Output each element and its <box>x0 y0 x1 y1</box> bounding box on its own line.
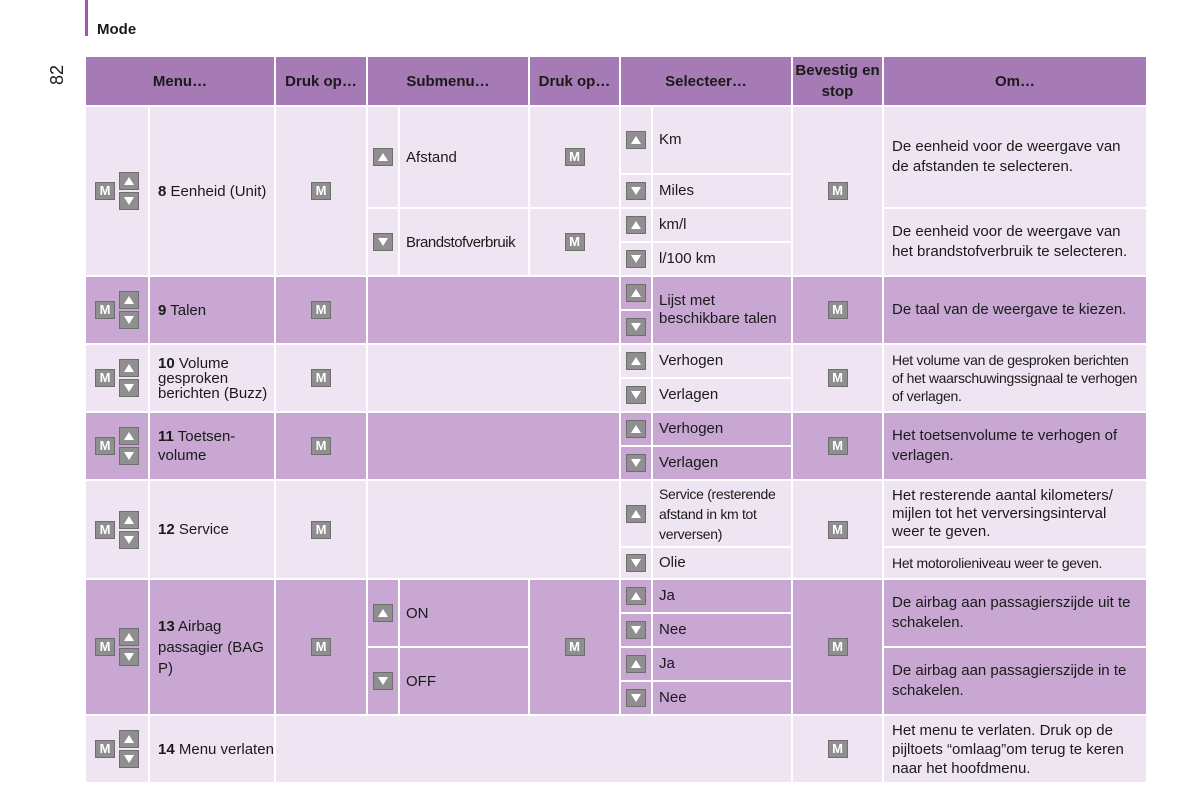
section-title: Mode <box>97 21 137 38</box>
menu-item <box>150 107 274 275</box>
sel-arrow-cell <box>621 481 651 546</box>
arrow-up-icon <box>626 284 646 302</box>
select-option: Verlagen <box>653 379 791 411</box>
header-select: Selecteer… <box>621 57 791 105</box>
press-cell <box>276 277 366 343</box>
description: Het resterende aantal kilometers/ mijlen tot het verversingsinterval weer te geven. <box>884 481 1146 546</box>
arrow-up-icon <box>626 655 646 673</box>
menu-item <box>150 580 274 714</box>
menu-number: 14 <box>158 740 175 758</box>
arrow-up-icon <box>119 359 139 377</box>
sel-arrow-cell <box>621 311 651 343</box>
confirm-cell <box>793 716 882 782</box>
select-option: Nee <box>653 682 791 714</box>
arrow-up-icon <box>119 427 139 445</box>
sel-arrow-cell <box>621 107 651 173</box>
m-button-icon: M <box>95 301 115 319</box>
press-cell <box>276 580 366 714</box>
arrow-up-icon <box>626 216 646 234</box>
menu-number: 11 <box>158 428 174 445</box>
description: Het motorolieniveau weer te geven. <box>884 548 1146 578</box>
m-button-icon: M <box>565 233 585 251</box>
description: Het menu te verlaten. Druk op de pijltoets “omlaag”om terug te keren naar het hoofdmenu. <box>884 716 1146 782</box>
select-option: Miles <box>653 175 791 207</box>
m-button-icon: M <box>565 148 585 166</box>
menu-label: Volume gesproken berichten (Buzz) <box>158 354 268 402</box>
sub-arrow-cell <box>368 580 398 646</box>
empty-cell <box>368 481 619 578</box>
select-option: km/l <box>653 209 791 241</box>
arrow-down-icon <box>119 648 139 666</box>
sel-arrow-cell <box>621 580 651 612</box>
arrow-up-icon <box>119 291 139 309</box>
arrow-down-icon <box>119 750 139 768</box>
menu-item <box>150 716 274 782</box>
arrow-down-icon <box>626 689 646 707</box>
menu-label: Airbag passagier (BAG P) <box>158 617 264 677</box>
m-button-icon: M <box>95 521 115 539</box>
select-option: Ja <box>653 580 791 612</box>
sel-arrow-cell <box>621 413 651 445</box>
arrow-down-icon <box>119 447 139 465</box>
m-button-icon: M <box>311 369 331 387</box>
m-button-icon: M <box>95 638 115 656</box>
sel-arrow-cell <box>621 447 651 479</box>
arrow-up-icon <box>373 604 393 622</box>
menu-label: Talen <box>170 301 207 319</box>
sub-arrow-cell <box>368 107 398 207</box>
description: De airbag aan passagierszijde uit te schakelen. <box>884 580 1146 646</box>
m-button-icon: M <box>95 740 115 758</box>
arrow-down-icon <box>626 318 646 336</box>
m-button-icon: M <box>828 437 848 455</box>
nav-icons <box>86 580 148 714</box>
table-row <box>86 345 1146 377</box>
select-option: Olie <box>653 548 791 578</box>
header-row <box>86 57 1146 105</box>
m-button-icon: M <box>828 369 848 387</box>
empty-cell <box>368 345 619 411</box>
arrow-up-icon <box>626 131 646 149</box>
arrow-up-icon <box>626 420 646 438</box>
sel-arrow-cell <box>621 648 651 680</box>
m-button-icon: M <box>311 301 331 319</box>
confirm-cell <box>793 345 882 411</box>
menu-number: 9 <box>158 301 167 319</box>
confirm-cell <box>793 277 882 343</box>
sel-arrow-cell <box>621 614 651 646</box>
arrow-down-icon <box>626 554 646 572</box>
empty-cell <box>276 716 791 782</box>
arrow-down-icon <box>119 379 139 397</box>
sel-arrow-cell <box>621 682 651 714</box>
section-marker-bar <box>85 0 88 36</box>
confirm-cell <box>793 413 882 479</box>
arrow-up-icon <box>373 148 393 166</box>
m-button-icon: M <box>311 437 331 455</box>
sel-arrow-cell <box>621 243 651 275</box>
press-cell <box>276 413 366 479</box>
press-cell <box>276 481 366 578</box>
nav-icons <box>86 413 148 479</box>
arrow-up-icon <box>626 587 646 605</box>
select-option: l/100 km <box>653 243 791 275</box>
header-submenu: Submenu… <box>368 57 528 105</box>
header-menu: Menu… <box>86 57 274 105</box>
arrow-down-icon <box>119 531 139 549</box>
arrow-down-icon <box>626 250 646 268</box>
arrow-down-icon <box>626 621 646 639</box>
arrow-down-icon <box>626 454 646 472</box>
settings-menu-table <box>84 55 1148 784</box>
submenu-label: OFF <box>400 648 528 714</box>
select-option: Verhogen <box>653 413 791 445</box>
m-button-icon: M <box>95 182 115 200</box>
description: Het volume van de gesproken berichten of het waarschuwingssignaal te verhogen of verlagen. <box>884 345 1146 411</box>
page-number: 82 <box>47 64 67 86</box>
arrow-up-icon <box>119 511 139 529</box>
table-row <box>86 107 1146 173</box>
arrow-down-icon <box>373 672 393 690</box>
arrow-down-icon <box>373 233 393 251</box>
arrow-down-icon <box>626 182 646 200</box>
nav-icons <box>86 277 148 343</box>
arrow-up-icon <box>119 628 139 646</box>
table-row <box>86 481 1146 546</box>
m-button-icon: M <box>828 182 848 200</box>
table-row <box>86 277 1146 309</box>
menu-label: Toetsen-volume <box>158 428 236 464</box>
header-purpose: Om… <box>884 57 1146 105</box>
sel-arrow-cell <box>621 175 651 207</box>
nav-icons <box>86 716 148 782</box>
select-option: Service (resterende afstand in km tot verversen) <box>653 481 791 546</box>
description: De airbag aan passagierszijde in te schakelen. <box>884 648 1146 714</box>
arrow-down-icon <box>626 386 646 404</box>
press-cell <box>530 107 619 207</box>
description: Het toetsenvolume te verhogen of verlagen. <box>884 413 1146 479</box>
select-option: Verlagen <box>653 447 791 479</box>
table-row <box>86 413 1146 445</box>
menu-number: 8 <box>158 182 167 200</box>
m-button-icon: M <box>828 638 848 656</box>
menu-number: 10 <box>158 354 175 372</box>
menu-label: Eenheid (Unit) <box>170 182 267 200</box>
m-button-icon: M <box>828 740 848 758</box>
confirm-cell <box>793 107 882 275</box>
menu-number: 12 <box>158 521 175 538</box>
arrow-down-icon <box>119 311 139 329</box>
confirm-cell <box>793 481 882 578</box>
submenu-label: Afstand <box>400 107 528 207</box>
header-confirm: Bevestig en stop <box>793 57 882 105</box>
m-button-icon: M <box>95 369 115 387</box>
m-button-icon: M <box>311 521 331 539</box>
arrow-up-icon <box>119 730 139 748</box>
menu-item <box>150 481 274 578</box>
menu-item <box>150 413 274 479</box>
press-cell <box>530 209 619 275</box>
sub-arrow-cell <box>368 648 398 714</box>
arrow-down-icon <box>119 192 139 210</box>
arrow-up-icon <box>626 352 646 370</box>
nav-icons <box>86 345 148 411</box>
select-option: Verhogen <box>653 345 791 377</box>
table-row <box>86 716 1146 782</box>
press-cell <box>530 580 619 714</box>
m-button-icon: M <box>311 182 331 200</box>
menu-label: Service <box>178 521 229 538</box>
press-cell <box>276 107 366 275</box>
sel-arrow-cell <box>621 345 651 377</box>
nav-icons <box>86 107 148 275</box>
sel-arrow-cell <box>621 209 651 241</box>
sel-arrow-cell <box>621 548 651 578</box>
m-button-icon: M <box>565 638 585 656</box>
arrow-up-icon <box>626 505 646 523</box>
m-button-icon: M <box>95 437 115 455</box>
nav-icons <box>86 481 148 578</box>
menu-item <box>150 277 274 343</box>
select-option: Km <box>653 107 791 173</box>
table-row <box>86 580 1146 612</box>
select-option: Lijst met beschikbare talen <box>653 277 791 343</box>
empty-cell <box>368 413 619 479</box>
header-press-2: Druk op… <box>530 57 619 105</box>
sel-arrow-cell <box>621 379 651 411</box>
menu-label: Menu verlaten <box>178 740 274 758</box>
m-button-icon: M <box>828 301 848 319</box>
press-cell <box>276 345 366 411</box>
sel-arrow-cell <box>621 277 651 309</box>
description: De taal van de weergave te kiezen. <box>884 277 1146 343</box>
description: De eenheid voor de weergave van het brandstofverbruik te selecteren. <box>884 209 1146 275</box>
m-button-icon: M <box>311 638 331 656</box>
submenu-label: Brandstofverbruik <box>400 209 528 275</box>
description: De eenheid voor de weergave van de afstanden te selecteren. <box>884 107 1146 207</box>
submenu-label: ON <box>400 580 528 646</box>
menu-number: 13 <box>158 617 175 635</box>
sub-arrow-cell <box>368 209 398 275</box>
arrow-up-icon <box>119 172 139 190</box>
confirm-cell <box>793 580 882 714</box>
select-option: Ja <box>653 648 791 680</box>
select-option: Nee <box>653 614 791 646</box>
menu-item <box>150 345 274 411</box>
empty-cell <box>368 277 619 343</box>
header-press: Druk op… <box>276 57 366 105</box>
m-button-icon: M <box>828 521 848 539</box>
